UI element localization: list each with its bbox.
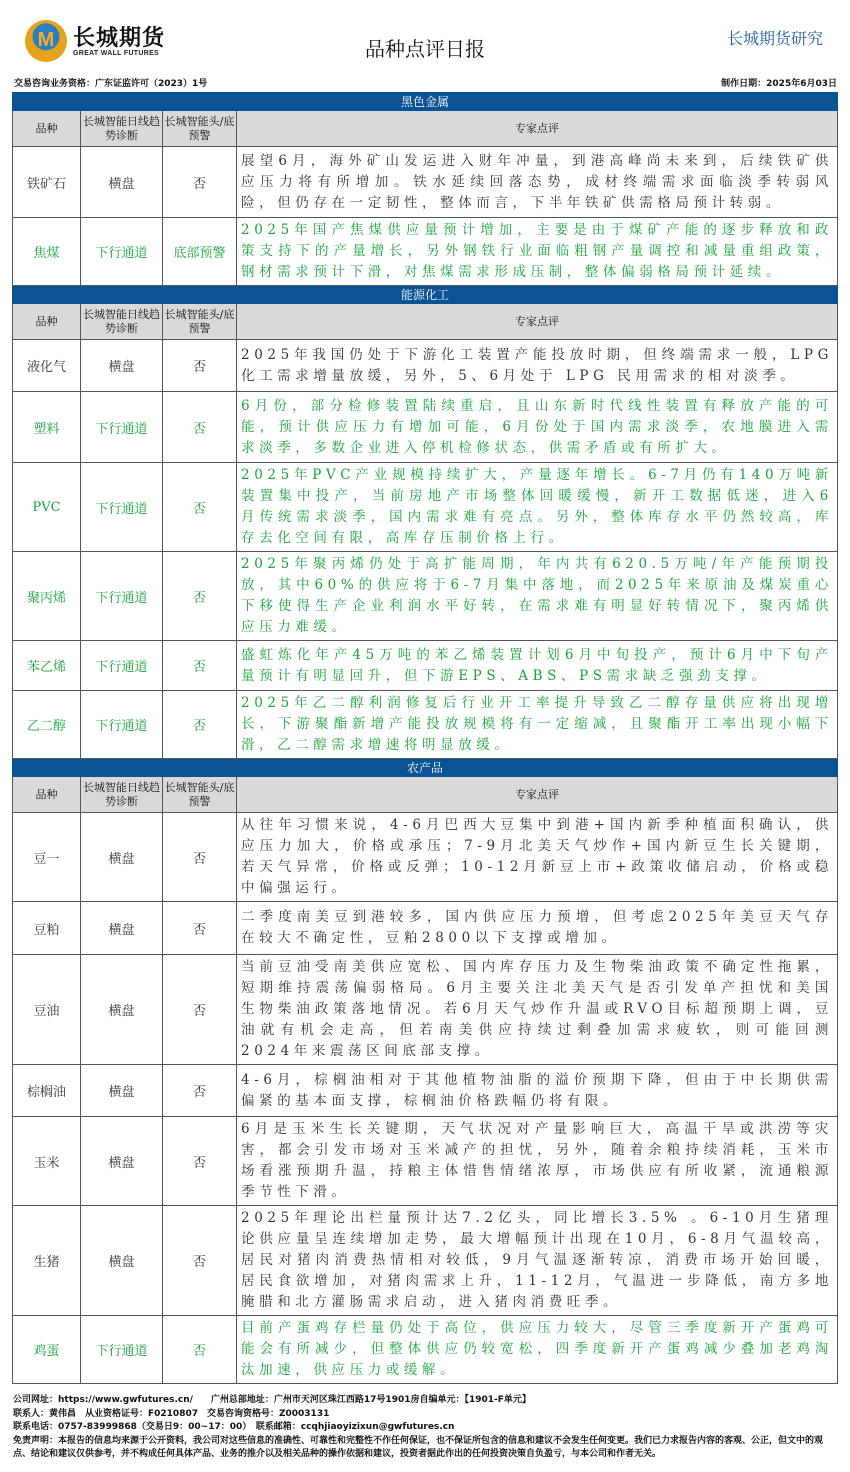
- comment-cell: 目前产蛋鸡存栏量仍处于高位，供应压力较大，尽管三季度新开产蛋鸡可能会有所减少，但整体供应仍较宽松，四季度新开产蛋鸡减少叠加老鸡淘汰加速，供应压力或缓解。: [237, 1316, 838, 1384]
- table-row: [13, 691, 838, 759]
- column-header-variety: 品种: [13, 304, 81, 340]
- warning-cell: 否: [163, 902, 237, 955]
- comment-cell: 2025年PVC产业规模持续扩大，产量逐年增长。6-7月仍有140万吨新装置集中投产，当前房地产市场整体回暖缓慢，新开工数据低迷，进入6月传统需求淡季，国内需求难有亮点。另外，整体库存水平仍然较高，库存去化空间有限，高库存压制价格上行。: [237, 463, 838, 552]
- table-row: [13, 1065, 838, 1117]
- trend-cell: 横盘: [81, 1117, 163, 1206]
- warning-cell: 否: [163, 1117, 237, 1206]
- variety-cell: 生猪: [13, 1206, 81, 1316]
- footer-phone: 联系电话：0757-83999868（交易日9：00~17：00） 联系邮箱：ccqhjiaoyizixun@gwfutures.cn: [13, 1422, 455, 1432]
- column-header-trend: 长城智能日线趋势诊断: [81, 111, 163, 147]
- variety-cell: 塑料: [13, 392, 81, 463]
- column-header-warning: 长城智能头/底预警: [163, 111, 237, 147]
- warning-cell: 否: [163, 147, 237, 218]
- section-title: 黑色金属: [13, 93, 838, 111]
- research-label: 长城期货研究: [726, 29, 823, 48]
- trend-cell: 下行通道: [81, 463, 163, 552]
- trend-cell: 横盘: [81, 1206, 163, 1316]
- page-title: 品种点评日报: [365, 37, 485, 61]
- trend-cell: 下行通道: [81, 552, 163, 641]
- table-row: [13, 463, 838, 552]
- comment-cell: 2025年国产焦煤供应量预计增加，主要是由于煤矿产能的逐步释放和政策支持下的产量增长，另外钢铁行业面临粗钢产量调控和减量重组政策，钢材需求预计下滑，对焦煤需求形成压制，整体偏弱格局预计延续。: [237, 218, 838, 286]
- variety-cell: 豆粕: [13, 902, 81, 955]
- warning-cell: 否: [163, 463, 237, 552]
- section-header: [13, 286, 838, 304]
- comment-cell: 4-6月，棕榈油相对于其他植物油脂的溢价预期下降，但由于中长期供需偏紧的基本面支撑，棕榈油价格跌幅仍将有限。: [237, 1065, 838, 1117]
- trend-cell: 下行通道: [81, 218, 163, 286]
- report-date: 制作日期：2025年6月03日: [721, 79, 837, 89]
- variety-cell: 玉米: [13, 1117, 81, 1206]
- variety-cell: 液化气: [13, 340, 81, 392]
- warning-cell: 否: [163, 1316, 237, 1384]
- comment-cell: 2025年我国仍处于下游化工装置产能投放时期，但终端需求一般，LPG化工需求增量放缓，另外，5、6月处于 LPG 民用需求的相对淡季。: [237, 340, 838, 392]
- variety-cell: 豆一: [13, 813, 81, 902]
- column-header-row: [13, 111, 838, 147]
- variety-cell: 豆油: [13, 955, 81, 1065]
- warning-cell: 否: [163, 813, 237, 902]
- variety-cell: PVC: [13, 463, 81, 552]
- variety-cell: 乙二醇: [13, 691, 81, 759]
- license-text: 交易咨询业务资格：广东证监许可（2023）1号: [14, 79, 208, 89]
- section-header: [13, 93, 838, 111]
- comment-cell: 展望6月，海外矿山发运进入财年冲量，到港高峰尚未来到，后续铁矿供应压力将有所增加。铁水延续回落态势，成材终端需求面临淡季转弱风险，但仍存在一定韧性，整体而言，下半年铁矿供需格局预计转弱。: [237, 147, 838, 218]
- section-title: 能源化工: [13, 286, 838, 304]
- warning-cell: 否: [163, 1206, 237, 1316]
- trend-cell: 下行通道: [81, 691, 163, 759]
- column-header-comment: 专家点评: [237, 304, 838, 340]
- footer-contact: 联系人：黄伟昌 从业资格证号：F0210807 交易咨询资格号：Z0003131: [13, 1408, 330, 1419]
- warning-cell: 否: [163, 641, 237, 691]
- section-title: 农产品: [13, 759, 838, 777]
- column-header-variety: 品种: [13, 777, 81, 813]
- column-header-row: [13, 304, 838, 340]
- footer: [13, 1394, 839, 1462]
- table-row: [13, 1316, 838, 1384]
- trend-cell: 横盘: [81, 147, 163, 218]
- trend-cell: 横盘: [81, 813, 163, 902]
- variety-cell: 苯乙烯: [13, 641, 81, 691]
- table-row: [13, 813, 838, 902]
- warning-cell: 否: [163, 1065, 237, 1117]
- company-logo: [25, 20, 165, 62]
- variety-cell: 聚丙烯: [13, 552, 81, 641]
- table-row: [13, 218, 838, 286]
- trend-cell: 横盘: [81, 955, 163, 1065]
- footer-website: 公司网址：https://www.gwfutures.cn/ 广州总部地址：广州市天河区珠江西路17号1901房自编单元：【1901-F单元】: [13, 1395, 531, 1405]
- comment-cell: 2025年理论出栏量预计达7.2亿头，同比增长3.5% 。6-10月生猪理论供应量呈连续增加走势，最大增幅预计出现在10月，6-8月气温较高，居民对猪肉消费热情相对较低，9月气温逐渐转凉，消费市场开始回暖，居民食欲增加，对猪肉需求上升，11-12月，气温进一步降低，南方多地腌腊和北方灌肠需求启动，进入猪肉消费旺季。: [237, 1206, 838, 1316]
- variety-cell: 鸡蛋: [13, 1316, 81, 1384]
- comment-cell: 6月是玉米生长关键期，天气状况对产量影响巨大，高温干旱或洪涝等灾害，都会引发市场对玉米减产的担忧，另外，随着余粮持续消耗，玉米市场看涨预期升温，持粮主体惜售情绪浓厚，市场供应有所收紧，流通粮源季节性下滑。: [237, 1117, 838, 1206]
- comment-cell: 盛虹炼化年产45万吨的苯乙烯装置计划6月中旬投产，预计6月中下旬产量预计有明显回升，但下游EPS、ABS、PS需求缺乏强劲支撑。: [237, 641, 838, 691]
- table-row: [13, 340, 838, 392]
- warning-cell: 否: [163, 392, 237, 463]
- comment-cell: 当前豆油受南美供应宽松、国内库存压力及生物柴油政策不确定性拖累，短期维持震荡偏弱格局。6月主要关注北美天气是否引发单产担忧和美国生物柴油政策落地情况。若6月天气炒作升温或RVO目标超预期上调，豆油就有机会走高，但若南美供应持续过剩叠加需求疲软，则可能回测2024年来震荡区间底部支撑。: [237, 955, 838, 1065]
- trend-cell: 下行通道: [81, 1316, 163, 1384]
- comment-cell: 2025年乙二醇利润修复后行业开工率提升导致乙二醇存量供应将出现增长，下游聚酯新增产能投放规模将有一定缩减，且聚酯开工率出现小幅下滑，乙二醇需求增速将明显放缓。: [237, 691, 838, 759]
- comment-cell: 2025年聚丙烯仍处于高扩能周期，年内共有620.5万吨/年产能预期投放，其中60%的供应将于6-7月集中落地，而2025年来原油及煤炭重心下移使得生产企业利润水平好转，在需求难有明显好转情况下，聚丙烯供应压力难缓。: [237, 552, 838, 641]
- warning-cell: 否: [163, 955, 237, 1065]
- variety-cell: 铁矿石: [13, 147, 81, 218]
- warning-cell: 底部预警: [163, 218, 237, 286]
- warning-cell: 否: [163, 552, 237, 641]
- logo-en: GREAT WALL FUTURES: [73, 49, 160, 57]
- logo-mark-icon: [25, 20, 67, 62]
- report-header: [0, 0, 850, 92]
- variety-cell: 焦煤: [13, 218, 81, 286]
- column-header-comment: 专家点评: [237, 777, 838, 813]
- section-header: [13, 759, 838, 777]
- column-header-variety: 品种: [13, 111, 81, 147]
- warning-cell: 否: [163, 691, 237, 759]
- table-row: [13, 641, 838, 691]
- trend-cell: 横盘: [81, 1065, 163, 1117]
- trend-cell: 下行通道: [81, 641, 163, 691]
- column-header-warning: 长城智能头/底预警: [163, 777, 237, 813]
- comment-cell: 二季度南美豆到港较多，国内供应压力预增，但考虑2025年美豆天气存在较大不确定性，豆粕2800以下支撑或增加。: [237, 902, 838, 955]
- table-row: [13, 1117, 838, 1206]
- column-header-trend: 长城智能日线趋势诊断: [81, 777, 163, 813]
- trend-cell: 横盘: [81, 902, 163, 955]
- column-header-comment: 专家点评: [237, 111, 838, 147]
- table-row: [13, 955, 838, 1065]
- column-header-trend: 长城智能日线趋势诊断: [81, 304, 163, 340]
- comment-cell: 从往年习惯来说，4-6月巴西大豆集中到港+国内新季种植面积确认，供应压力加大，价格或承压；7-9月北美天气炒作+国内新豆生长关键期，若天气异常，价格或反弹；10-12月新豆上市+政策收储启动，价格或稳中偏强运行。: [237, 813, 838, 902]
- column-header-row: [13, 777, 838, 813]
- warning-cell: 否: [163, 340, 237, 392]
- table-row: [13, 147, 838, 218]
- table-row: [13, 1206, 838, 1316]
- column-header-warning: 长城智能头/底预警: [163, 304, 237, 340]
- variety-cell: 棕榈油: [13, 1065, 81, 1117]
- footer-disclaimer: 免责声明：本报告的信息均来源于公开资料，我公司对这些信息的准确性、可靠性和完整性不作任何保证，也不保证所包含的信息和建议不会发生任何变更。我们已力求报告内容的客观、公正，但文中的观点、结论和建议仅供参考，并不构成任何具体产品、业务的推介以及相关品种的操作依据和建议，投资者据此作出的任何投资决策自负盈亏，与本公司和作者无关。: [13, 1435, 824, 1459]
- commentary-table: [12, 92, 838, 1384]
- trend-cell: 下行通道: [81, 392, 163, 463]
- table-row: [13, 902, 838, 955]
- trend-cell: 横盘: [81, 340, 163, 392]
- comment-cell: 6月份，部分检修装置陆续重启，且山东新时代线性装置有释放产能的可能，预计供应压力有增加可能，6月份处于国内需求淡季，农地膜进入需求淡季，多数企业进入停机检修状态，供需矛盾或有所扩大。: [237, 392, 838, 463]
- logo-cn: 长城期货: [73, 24, 166, 50]
- table-row: [13, 392, 838, 463]
- table-row: [13, 552, 838, 641]
